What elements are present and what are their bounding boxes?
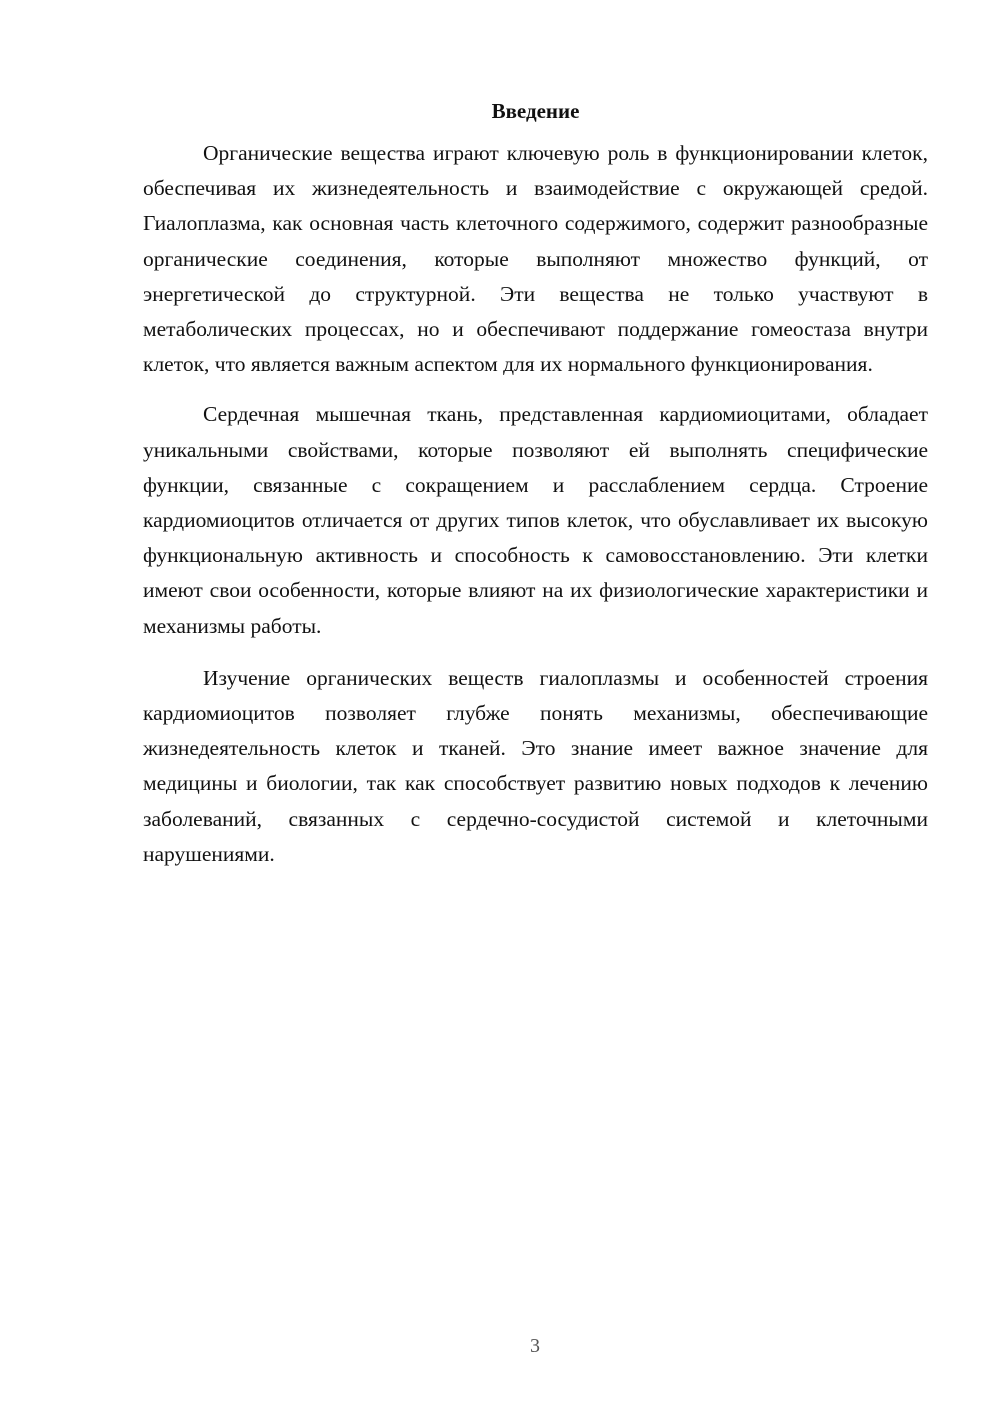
paragraph-2: Сердечная мышечная ткань, представленная кардиомиоцитами, обладает уникальными свойствами, которые позволяют ей выполнять специфические функции, связанные с сокращением и расслаблением сердца. Строение кардиомиоцитов отличается от других типов клеток, что обуславливает их высокую функциональную активность и способность к самовосстановлению. Эти клетки имеют свои особенности, которые влияют на их физиологические характеристики и механизмы работы. <box>143 402 928 638</box>
section-title: Введение <box>491 99 580 123</box>
paragraph-1: Органические вещества играют ключевую роль в функционировании клеток, обеспечивая их жизнедеятельность и взаимодействие с окружающей средой. Гиалоплазма, как основная часть клеточного содержимого, содержит разнообразные органические соединения, которые выполняют множество функций, от энергетической до структурной. Эти вещества не только участвуют в метаболических процессах, но и обеспечивают поддержание гомеостаза внутри клеток, что является важным аспектом для их нормального функционирования. <box>143 141 928 377</box>
paragraph-3: Изучение органических веществ гиалоплазмы и особенностей строения кардиомиоцитов позволяет глубже понять механизмы, обеспечивающие жизнедеятельность клеток и тканей. Это знание имеет важное значение для медицины и биологии, так как способствует развитию новых подходов к лечению заболеваний, связанных с сердечно-сосудистой системой и клеточными нарушениями. <box>143 665 928 866</box>
page-content <box>143 96 928 872</box>
page-number: 3 <box>530 1335 540 1357</box>
